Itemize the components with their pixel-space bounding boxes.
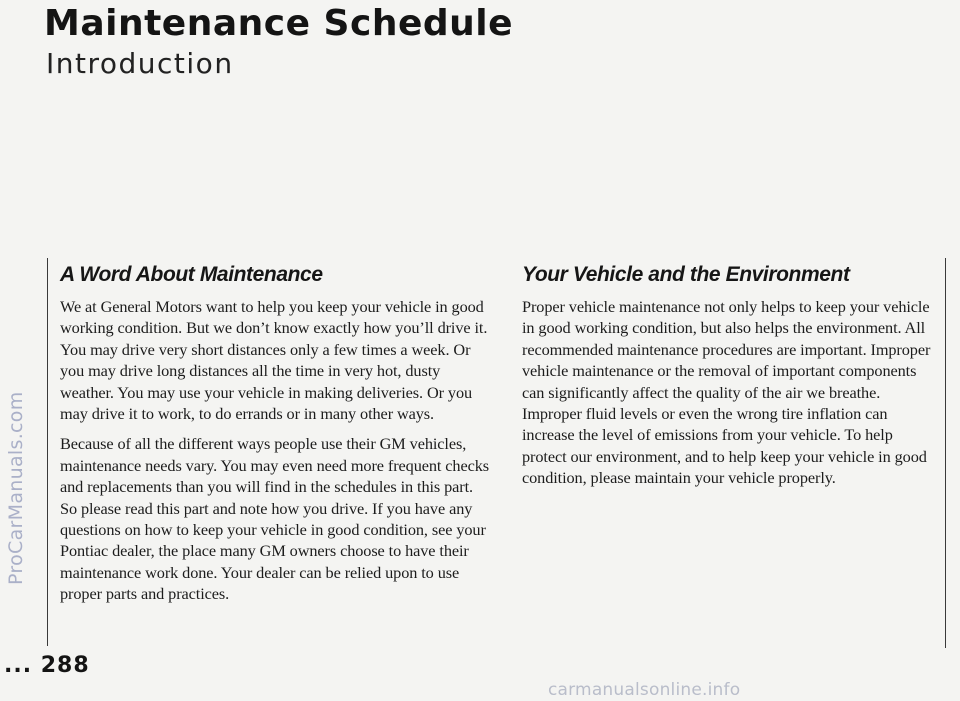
section-heading: A Word About Maintenance [60, 263, 323, 286]
page-title: Maintenance Schedule [44, 3, 514, 44]
paragraph: We at General Motors want to help you keep your vehicle in good working condition. But we don’t know exactly how you’ll drive it. You may drive very short distances only a few times a week. Or you may drive long distances all the time in very hot, dusty weather. You may use your vehicle in making deliveries. Or you may drive it to work, to do errands or in many other ways. [60, 297, 488, 424]
paragraph: Proper vehicle maintenance not only helps to keep your vehicle in good working condition, but also helps the environment. All recommended maintenance procedures are important. Improper vehicle maintenance or the removal of important components can significantly affect the quality of the air we breathe. Improper fluid levels or even the wrong tire inflation can increase the level of emissions from your vehicle. To help protect our environment, and to help keep your vehicle in good condition, please maintain your vehicle properly. [522, 297, 931, 488]
side-watermark: ProCarManuals.com [5, 391, 27, 585]
section-vehicle-environment [522, 262, 940, 498]
page-number: ... 288 [4, 653, 90, 678]
section-heading: Your Vehicle and the Environment [522, 263, 850, 286]
page-subtitle: Introduction [46, 47, 234, 80]
right-column-rule [945, 258, 946, 648]
left-column-rule [47, 258, 48, 646]
paragraph: Because of all the different ways people use their GM vehicles, maintenance needs vary. You may even need more frequent checks and replacements than you will find in the schedules in this part. So please read this part and note how you drive. If you have any questions on how to keep your vehicle in good condition, see your Pontiac dealer, the place many GM owners choose to have their maintenance work done. Your dealer can be relied upon to use proper parts and practices. [60, 434, 490, 604]
section-word-about-maintenance [60, 262, 490, 614]
footer-watermark: carmanualsonline.info [548, 680, 741, 700]
